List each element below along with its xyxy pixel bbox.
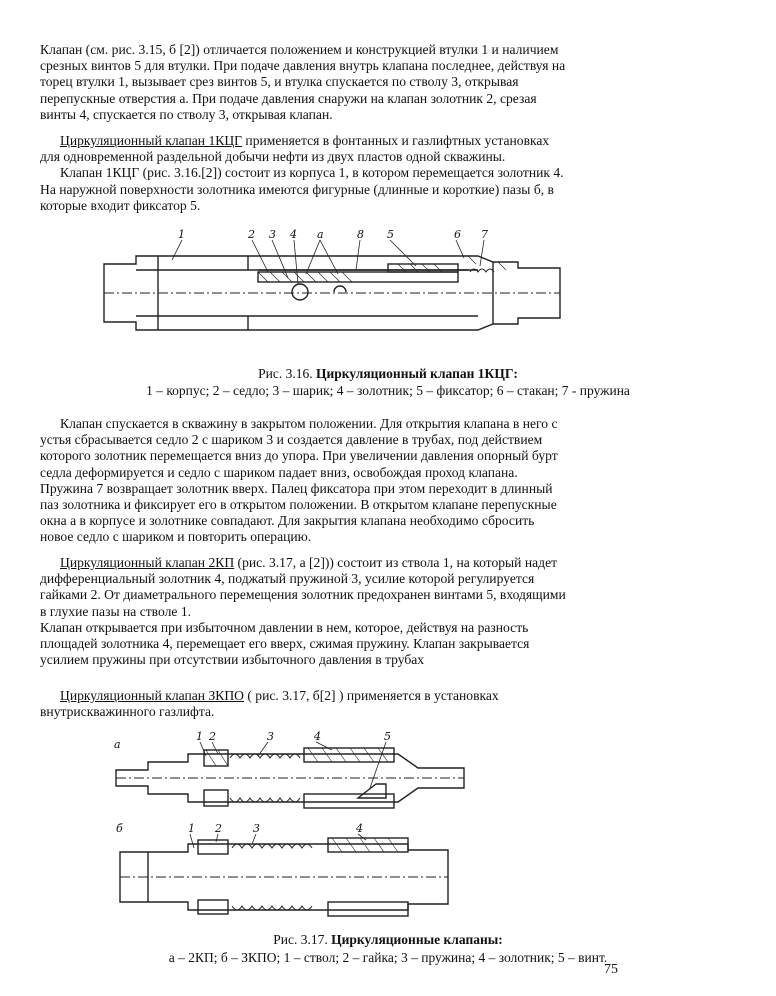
text-line: которого золотник перемещается вниз до упора. При увеличении давления опорный бурт [40, 448, 558, 464]
figure-label: 4 [356, 822, 363, 835]
figure-label: 2 [248, 228, 255, 241]
figure-label: 6 [454, 228, 461, 241]
figure-3-17-caption [0, 932, 776, 948]
text-line: винты 4, спускается по стволу 3, открывая клапан. [40, 106, 333, 122]
paragraph-valve-description [40, 42, 625, 123]
section-heading-2kp: Циркуляционный клапан 2КП [60, 555, 235, 570]
text-fragment: применяется в фонтанных и газлифтных установках [242, 133, 550, 148]
figure-label: 3 [267, 730, 274, 743]
text-line: внутрискважинного газлифта. [40, 704, 215, 720]
text-line: Клапан открывается при избыточном давлении в нем, которое, действуя на разность [40, 619, 529, 635]
figure-label: 1 [188, 822, 195, 835]
text-line: гайками 2. От диаметрального перемещения золотник предохранен винтами 5, входящими [40, 587, 566, 603]
text-line: которые входит фиксатор 5. [40, 197, 201, 213]
caption-title: Циркуляционные клапаны: [331, 932, 503, 947]
section-heading-1kcg: Циркуляционный клапан 1КЦГ [60, 133, 243, 148]
figure-label: 4 [314, 730, 321, 743]
text-line: Клапан 1КЦГ (рис. 3.16.[2]) состоит из корпуса 1, в котором перемещается золотник 4. [60, 165, 564, 181]
text-line [40, 555, 625, 571]
text-line [40, 688, 625, 704]
figure-label: 1 [196, 730, 203, 743]
figure-label: 3 [269, 228, 276, 241]
text-line: новое седло с шариком и повторить операцию. [40, 529, 312, 545]
paragraph-2kp [40, 555, 625, 668]
text-line: На наружной поверхности золотника имеются фигурные (длинные и короткие) пазы б, в [40, 181, 554, 197]
figure-label: 2 [209, 730, 216, 743]
figure-3-16-drawing [98, 226, 568, 348]
text-line: торец втулки 1, вызывает срез винтов 5, и втулка спускается по стволу 3, открывая [40, 74, 519, 90]
figure-variant-label: а [114, 738, 121, 751]
figure-variant-label: б [116, 822, 123, 835]
figure-3-16-caption [0, 366, 776, 382]
text-fragment: ( рис. 3.17, б[2] ) применяется в установках [243, 688, 499, 703]
text-line: окна а в корпусе и золотнике совпадают. Для закрытия клапана необходимо сбросить [40, 513, 535, 529]
figure-label: 2 [215, 822, 222, 835]
figure-label: 5 [384, 730, 391, 743]
text-fragment: (рис. 3.17, а [2])) состоит из ствола 1, на который надет [234, 555, 558, 570]
figure-label: 7 [481, 228, 488, 241]
page-number: 75 [604, 962, 618, 977]
text-line: срезных винтов 5 для втулки. При подаче давления внутрь клапана последнее, действуя на [40, 58, 566, 74]
text-line: Клапан (см. рис. 3.15, б [2]) отличается положением и конструкцией втулки 1 и наличием [40, 42, 559, 57]
text-line: перепускные отверстия а. При подаче давления снаружи на клапан золотник 2, срезая [40, 90, 537, 106]
text-line: усилием пружины при отсутствии избыточного давления в трубах [40, 652, 425, 668]
text-line: Пружина 7 возвращает золотник вверх. Палец фиксатора при этом переходит в длинный [40, 480, 553, 496]
text-line: для одновременной раздельной добычи нефти из двух пластов одной скважины. [40, 149, 506, 165]
figure-label: 5 [387, 228, 394, 241]
text-line: паз золотника и фиксирует его в открытом положении. В открытом клапане перепускные [40, 497, 557, 513]
figure-3-17-drawing [108, 728, 478, 924]
caption-prefix: Рис. 3.16. [258, 366, 316, 381]
paragraph-1kcg [40, 133, 625, 214]
text-line: в глухие пазы на стволе 1. [40, 603, 192, 619]
figure-3-17-legend: а – 2КП; б – ЗКПО; 1 – ствол; 2 – гайка; 3 – пружина; 4 – золотник; 5 – винт. [168, 950, 608, 965]
figure-label: а [317, 228, 324, 241]
paragraph-operation [40, 416, 625, 546]
valve-1kcg-drawing [98, 226, 568, 348]
text-line: Клапан спускается в скважину в закрытом положении. Для открытия клапана в него с [60, 416, 558, 431]
text-line [40, 133, 625, 149]
figure-3-16-legend: 1 – корпус; 2 – седло; 3 – шарик; 4 – золотник; 5 – фиксатор; 6 – стакан; 7 - пружина [146, 383, 630, 398]
figure-label: 3 [253, 822, 260, 835]
paragraph-zkpo [40, 688, 625, 720]
text-line: седла деформируется и седло с шариком падает вниз, освобождая проход клапана. [40, 464, 518, 480]
caption-prefix: Рис. 3.17. [273, 932, 332, 947]
text-line: площадей золотника 4, перемещает его вверх, сжимая пружину. Клапан закрывается [40, 636, 530, 652]
valves-2kp-zkpo-drawing [108, 728, 478, 924]
figure-label: 8 [357, 228, 364, 241]
text-line: устья сбрасывается седло 2 с шариком 3 и создается давление в трубах, под действием [40, 432, 543, 448]
figure-label: 1 [178, 228, 185, 241]
figure-label: 4 [290, 228, 297, 241]
text-line: дифференциальный золотник 4, поджатый пружиной 3, усилие которой регулируется [40, 571, 535, 587]
caption-title: Циркуляционный клапан 1КЦГ: [315, 366, 518, 381]
section-heading-zkpo: Циркуляционный клапан ЗКПО [60, 688, 244, 703]
